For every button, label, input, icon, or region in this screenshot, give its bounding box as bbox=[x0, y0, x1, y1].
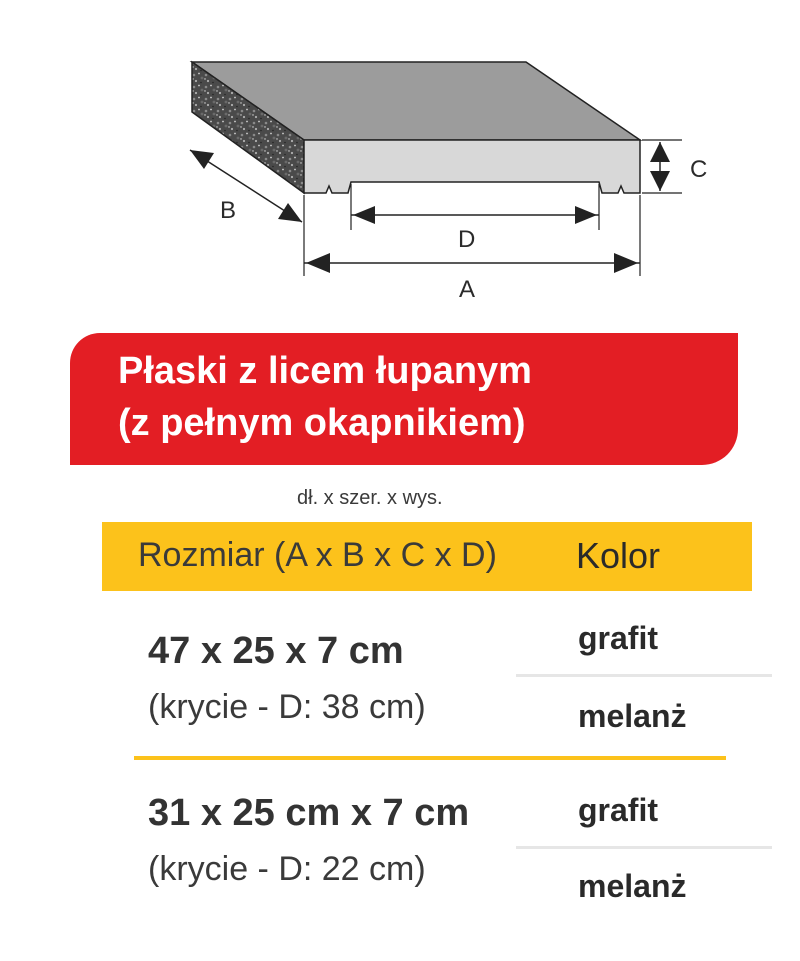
product-title bbox=[118, 345, 532, 449]
row-size: 47 x 25 x 7 cm bbox=[148, 630, 404, 672]
c-arrow-bottom bbox=[650, 171, 670, 191]
b-arrow-bottom bbox=[278, 203, 302, 222]
product-title-line1: Płaski z licem łupanym bbox=[118, 350, 532, 392]
header-size-label: Rozmiar (A x B x C x D) bbox=[138, 536, 497, 574]
c-arrow-top bbox=[650, 142, 670, 162]
slab-front-face bbox=[304, 140, 640, 193]
row-cover: (krycie - D: 38 cm) bbox=[148, 688, 426, 726]
row-size: 31 x 25 cm x 7 cm bbox=[148, 792, 470, 834]
d-arrow-left bbox=[353, 206, 375, 224]
slab-diagram bbox=[0, 0, 800, 320]
color-option: melanż bbox=[578, 698, 687, 734]
color-divider bbox=[516, 846, 772, 849]
product-title-banner bbox=[70, 333, 738, 465]
a-arrow-left bbox=[306, 253, 330, 273]
header-color-label: Kolor bbox=[576, 535, 661, 576]
color-divider bbox=[516, 674, 772, 677]
color-option: melanż bbox=[578, 868, 687, 904]
row-divider bbox=[134, 756, 726, 760]
color-option: grafit bbox=[578, 792, 658, 828]
b-arrow-top bbox=[190, 150, 214, 169]
dimension-order-note: dł. x szer. x wys. bbox=[297, 487, 443, 509]
table-header bbox=[102, 522, 752, 591]
row-cover: (krycie - D: 22 cm) bbox=[148, 850, 426, 888]
label-b: B bbox=[220, 197, 237, 224]
a-arrow-right bbox=[614, 253, 638, 273]
label-c: C bbox=[690, 156, 708, 183]
label-a: A bbox=[459, 276, 476, 303]
d-arrow-right bbox=[575, 206, 597, 224]
label-d: D bbox=[458, 226, 476, 253]
product-title-line2: (z pełnym okapnikiem) bbox=[118, 402, 526, 444]
color-option: grafit bbox=[578, 620, 658, 656]
